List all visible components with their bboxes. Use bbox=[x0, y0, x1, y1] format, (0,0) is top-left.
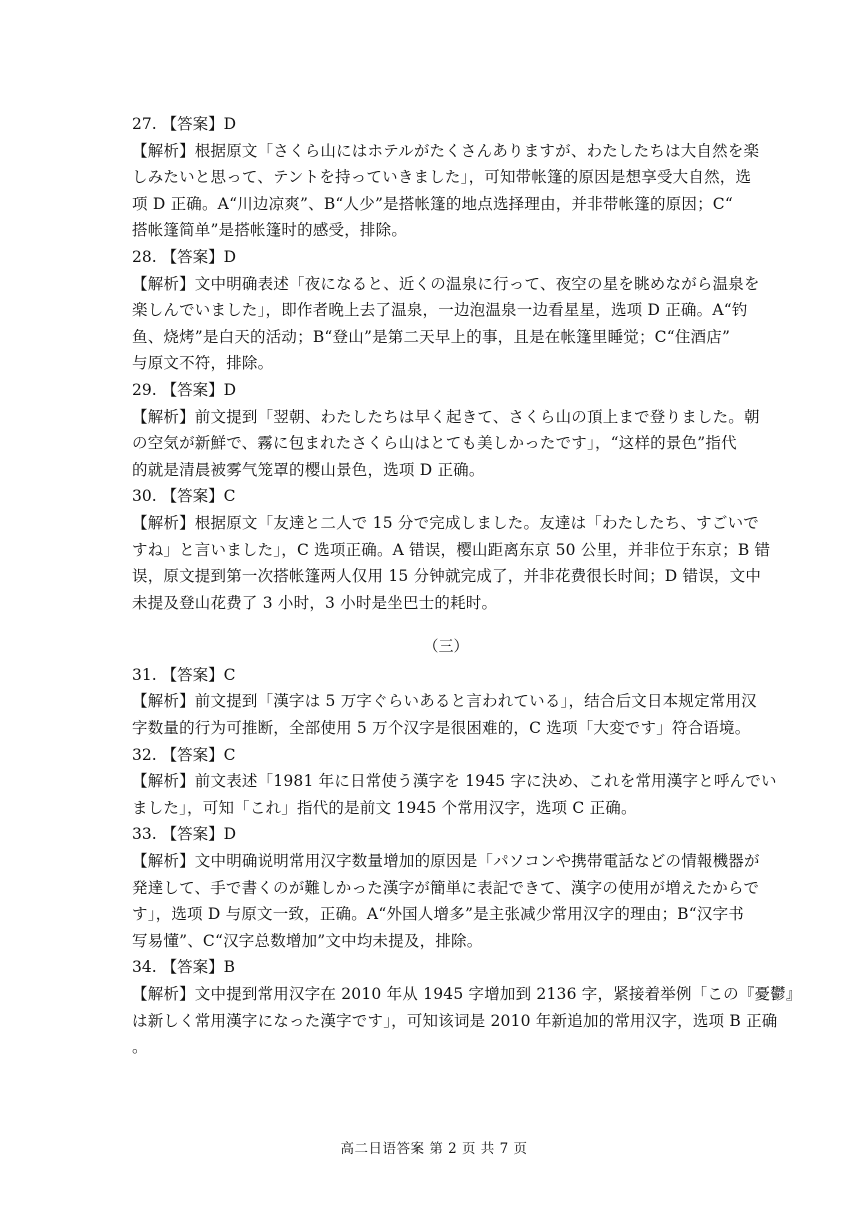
answer-content bbox=[132, 111, 802, 1061]
analysis-line: 鱼、烧烤”是白天的活动；B“登山”是第二天早上的事，且是在帐篷里睡觉；C“住酒店” bbox=[132, 327, 731, 346]
question-32 bbox=[132, 742, 777, 822]
analysis-line: 【解析】前文提到「翌朝、わたしたちは早く起きて、さくら山の頂上まで登りました。朝 bbox=[132, 407, 760, 426]
answer-line: 27. 【答案】D bbox=[132, 115, 237, 133]
analysis-line: す」，选项 D 与原文一致，正确。A“外国人增多”是主张减少常用汉字的理由；B“汉字书 bbox=[132, 905, 744, 924]
question-29 bbox=[132, 377, 760, 483]
answer-line: 29. 【答案】D bbox=[132, 380, 237, 399]
analysis-line: すね」と言いました」，C 选项正确。A 错误，樱山距离东京 50 公里，并非位于东京；B 错 bbox=[132, 540, 771, 559]
analysis-line: 写易懂”、C“汉字总数增加”文中均未提及，排除。 bbox=[132, 931, 483, 950]
analysis-line: 【解析】文中明确表述「夜になると、近くの温泉に行って、夜空の星を眺めながら温泉を bbox=[132, 274, 760, 293]
question-27 bbox=[132, 111, 760, 244]
analysis-line: 未提及登山花费了 3 小时，3 小时是坐巴士的耗时。 bbox=[132, 593, 498, 612]
question-28 bbox=[132, 244, 760, 377]
analysis-line: 。 bbox=[132, 1038, 148, 1057]
analysis-line: しみたいと思って、テントを持っていきました」，可知带帐篷的原因是想享受大自然，选 bbox=[132, 168, 752, 187]
question-33 bbox=[132, 821, 760, 954]
answer-line: 34. 【答案】B bbox=[132, 958, 235, 977]
answer-line: 28. 【答案】D bbox=[132, 247, 237, 266]
analysis-line: 【解析】文中提到常用汉字在 2010 年从 1945 字增加到 2136 字，紧接着举例「この『憂鬱』 bbox=[132, 985, 802, 1003]
analysis-line: 【解析】根据原文「さくら山にはホテルがたくさんありますが、わたしたちは大自然を楽 bbox=[132, 141, 760, 160]
analysis-line: 搭帐篷简单”是搭帐篷时的感受，排除。 bbox=[132, 221, 408, 240]
analysis-line: 的就是清晨被雾气笼罩的樱山景色，选项 D 正确。 bbox=[132, 460, 485, 479]
analysis-line: 【解析】根据原文「友達と二人で 15 分で完成しました。友達は「わたしたち、すごいで bbox=[132, 513, 759, 532]
question-31 bbox=[132, 662, 760, 742]
question-30 bbox=[132, 483, 771, 616]
analysis-line: 字数量的行为可推断，全部使用 5 万个汉字是很困难的，C 选项「大変です」符合语境。 bbox=[132, 719, 751, 738]
answer-line: 31. 【答案】C bbox=[132, 665, 236, 684]
analysis-line: 【解析】前文表述「1981 年に日常使う漢字を 1945 字に決め、これを常用漢字と呼んでい bbox=[132, 772, 777, 791]
analysis-line: 与原文不符，排除。 bbox=[132, 354, 274, 373]
analysis-line: の空気が新鮮で、霧に包まれたさくら山はとても美しかったです」，“这样的景色”指代 bbox=[132, 434, 737, 453]
answer-line: 33. 【答案】D bbox=[132, 825, 237, 844]
analysis-line: 误，原文提到第一次搭帐篷两人仅用 15 分钟就完成了，并非花费很长时间；D 错误，文中 bbox=[132, 567, 762, 586]
analysis-line: 【解析】前文提到「漢字は 5 万字ぐらいあると言われている」，结合后文日本规定常用汉 bbox=[132, 692, 757, 711]
analysis-line: 楽しんでいました」，即作者晚上去了温泉，一边泡温泉一边看星星，选项 D 正确。A“钓 bbox=[132, 301, 748, 320]
question-34 bbox=[132, 954, 802, 1060]
analysis-line: 项 D 正确。A“川边凉爽”、B“人少”是搭帐篷的地点选择理由，并非带帐篷的原因；C“ bbox=[132, 194, 733, 213]
answer-line: 32. 【答案】C bbox=[132, 745, 236, 764]
section-heading: （三） bbox=[423, 637, 469, 656]
page-footer: 高二日语答案 第 2 页 共 7 页 bbox=[340, 1141, 528, 1157]
analysis-line: ました」，可知「これ」指代的是前文 1945 个常用汉字，选项 C 正确。 bbox=[132, 798, 637, 817]
analysis-line: 発達して、手で書くのが難しかった漢字が簡単に表記できて、漢字の使用が増えたからで bbox=[132, 878, 760, 897]
analysis-line: は新しく常用漢字になった漢字です」，可知该词是 2010 年新追加的常用汉字，选项 B 正确 bbox=[132, 1011, 778, 1030]
answer-line: 30. 【答案】C bbox=[132, 487, 236, 506]
analysis-line: 【解析】文中明确说明常用汉字数量增加的原因是「パソコンや携帯電話などの情報機器が bbox=[132, 852, 760, 871]
